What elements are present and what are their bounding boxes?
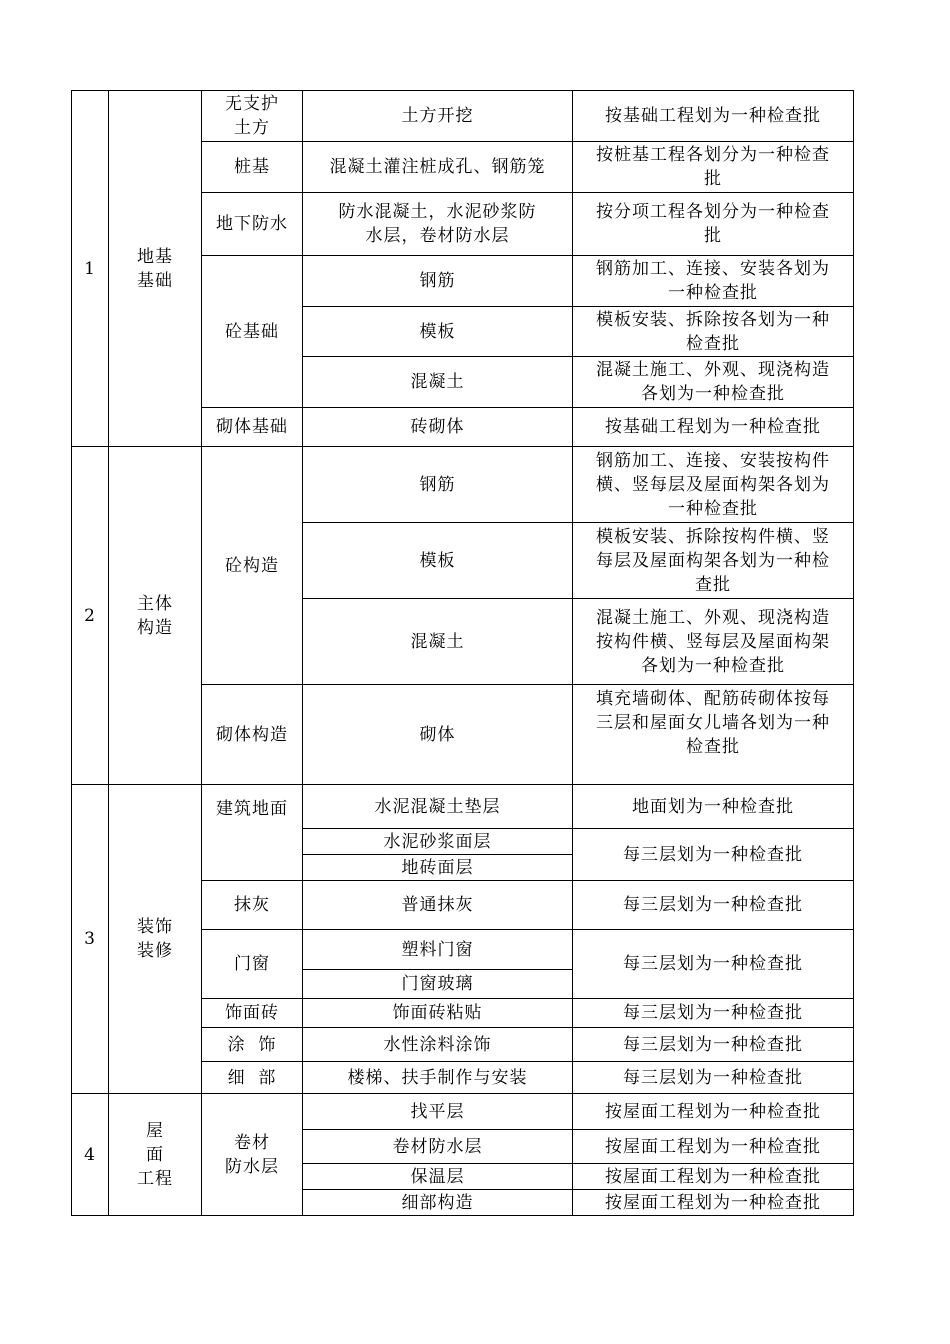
item-cell: 普通抹灰 xyxy=(303,881,573,930)
table-row xyxy=(72,785,854,829)
subsection-label: 抹灰 xyxy=(202,881,303,930)
rule-cell: 地面划为一种检查批 xyxy=(573,785,854,829)
subsection-label: 桩基 xyxy=(202,142,303,193)
rule-cell: 模板安装、拆除按各划为一种 检查批 xyxy=(573,307,854,357)
item-cell: 水性涂料涂饰 xyxy=(303,1028,573,1062)
item-cell: 水泥砂浆面层 xyxy=(303,829,573,855)
rule-cell: 按屋面工程划为一种检查批 xyxy=(573,1164,854,1190)
rule-cell: 按分项工程各划分为一种检查 批 xyxy=(573,193,854,256)
section-number: 1 xyxy=(72,91,109,447)
rule-cell: 每三层划为一种检查批 xyxy=(573,1028,854,1062)
subsection-label: 砌体基础 xyxy=(202,408,303,447)
item-cell: 模板 xyxy=(303,307,573,357)
subsection-label: 无支护 土方 xyxy=(202,91,303,142)
rule-cell: 混凝土施工、外观、现浇构造 各划为一种检查批 xyxy=(573,357,854,408)
rule-cell: 按基础工程划为一种检查批 xyxy=(573,408,854,447)
item-cell: 砖砌体 xyxy=(303,408,573,447)
item-cell: 水泥混凝土垫层 xyxy=(303,785,573,829)
rule-text: 填充墙砌体、配筋砖砌体按每 三层和屋面女儿墙各划为一种 检查批 xyxy=(596,689,830,757)
subsection-label: 细 部 xyxy=(202,1062,303,1094)
subsection-label: 门窗 xyxy=(202,930,303,999)
table-row xyxy=(72,91,854,142)
rule-cell: 按屋面工程划为一种检查批 xyxy=(573,1130,854,1164)
item-cell: 钢筋 xyxy=(303,256,573,307)
item-cell: 塑料门窗 xyxy=(303,930,573,970)
section-name: 装饰 装修 xyxy=(109,785,202,1094)
subsection-label: 砌体构造 xyxy=(202,685,303,785)
item-cell: 细部构造 xyxy=(303,1190,573,1216)
item-cell: 砌体 xyxy=(303,685,573,785)
subsection-label: 地下防水 xyxy=(202,193,303,256)
item-cell: 土方开挖 xyxy=(303,91,573,142)
subsection-label: 砼基础 xyxy=(202,256,303,408)
item-cell: 找平层 xyxy=(303,1094,573,1130)
item-cell: 饰面砖粘贴 xyxy=(303,999,573,1028)
item-cell: 地砖面层 xyxy=(303,855,573,881)
item-cell: 保温层 xyxy=(303,1164,573,1190)
rule-cell: 按基础工程划为一种检查批 xyxy=(573,91,854,142)
item-cell: 混凝土 xyxy=(303,599,573,685)
table-row xyxy=(72,447,854,523)
rule-cell: 钢筋加工、连接、安装按构件 横、竖每层及屋面构架各划为 一种检查批 xyxy=(573,447,854,523)
item-cell: 楼梯、扶手制作与安装 xyxy=(303,1062,573,1094)
rule-cell: 每三层划为一种检查批 xyxy=(573,999,854,1028)
item-cell: 门窗玻璃 xyxy=(303,970,573,999)
rule-cell: 每三层划为一种检查批 xyxy=(573,930,854,999)
section-name: 屋 面 工程 xyxy=(109,1094,202,1216)
table-row xyxy=(72,1094,854,1130)
rule-cell: 钢筋加工、连接、安装各划为 一种检查批 xyxy=(573,256,854,307)
section-number: 4 xyxy=(72,1094,109,1216)
rule-cell: 模板安装、拆除按构件横、竖 每层及屋面构架各划为一种检 查批 xyxy=(573,523,854,599)
item-cell: 卷材防水层 xyxy=(303,1130,573,1164)
subsection-label: 砼构造 xyxy=(202,447,303,685)
rule-cell xyxy=(573,685,854,785)
subsection-label: 饰面砖 xyxy=(202,999,303,1028)
subsection-label: 涂 饰 xyxy=(202,1028,303,1062)
rule-cell: 每三层划为一种检查批 xyxy=(573,881,854,930)
rule-cell: 混凝土施工、外观、现浇构造 按构件横、竖每层及屋面构架 各划为一种检查批 xyxy=(573,599,854,685)
section-number: 2 xyxy=(72,447,109,785)
rule-cell: 按屋面工程划为一种检查批 xyxy=(573,1094,854,1130)
section-name: 地基 基础 xyxy=(109,91,202,447)
item-cell: 钢筋 xyxy=(303,447,573,523)
item-cell: 防水混凝土，水泥砂浆防 水层，卷材防水层 xyxy=(303,193,573,256)
section-number: 3 xyxy=(72,785,109,1094)
rule-cell: 按屋面工程划为一种检查批 xyxy=(573,1190,854,1216)
item-cell: 模板 xyxy=(303,523,573,599)
rule-cell: 按桩基工程各划分为一种检查 批 xyxy=(573,142,854,193)
item-cell: 混凝土 xyxy=(303,357,573,408)
item-cell: 混凝土灌注桩成孔、钢筋笼 xyxy=(303,142,573,193)
subsection-label: 卷材 防水层 xyxy=(202,1094,303,1216)
rule-cell: 每三层划为一种检查批 xyxy=(573,1062,854,1094)
section-name: 主体 构造 xyxy=(109,447,202,785)
rule-cell: 每三层划为一种检查批 xyxy=(573,829,854,881)
subsection-label: 建筑地面 xyxy=(202,785,303,881)
inspection-batch-table xyxy=(71,90,854,1216)
